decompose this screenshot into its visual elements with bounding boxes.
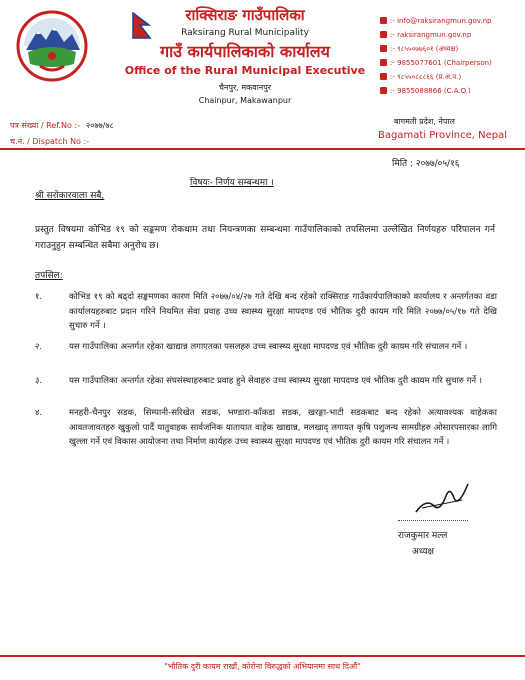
list-item [35,340,497,355]
municipality-name-nepali: राक्सिराङ गाउँपालिका [185,6,305,24]
list-item-text: यस गाउँपालिका अन्तर्गत रहेका संघसंस्थाहरुबाट प्रवाह हुने सेवाहरु उच्च स्वास्थ्य सुरक्षा मापदण्ड एवं भौतिक दुरी कायम गरि सुचारु गर्ने । [69,376,482,386]
letter-intro: प्रस्तुत विषयमा कोभिड १९ को सङ्कमण रोकथाम तथा नियन्त्रणका सम्बन्धमा गाउँपालिकाको तपसिलमा उल्लेखित निर्णयहरु परिपालन गर्न गराउनुहुन सम्बन्धित सबैमा अनुरोध छ। [35,225,495,251]
letter-date: मिति : २०७७/०५/१६ [392,159,460,169]
signatory-title: अध्यक्ष [412,547,434,557]
province-nepali: बागमती प्रदेश, नेपाल [394,117,455,126]
office-name-english: Office of the Rural Municipal Executive [124,64,366,77]
list-item-number: २. [35,342,43,352]
list-item-number: १. [35,292,43,302]
phone-icon [380,45,387,52]
office-name-nepali: गाउँ कार्यपालिकाको कार्यालय [160,42,330,61]
location-english: Chainpur, Makawanpur [198,96,292,105]
ref-number: पत्र संख्या / Ref.No :- २०७७/७८ [10,121,114,130]
dispatch-number: च.नं. / Dispatch No :- [10,137,90,146]
list-item-text: कोभिड १९ को बढ्दो सङ्कमणका कारण मिति २०७७/०४/२७ गते देखि बन्द रहेको राक्सिराङ गाउँकार्यपालिकाको कार्यालय र अन्तर्गतका वडा कार्यालयहरुबाट प्रदान गरिने नियमित सेवा प्रवाह उच्च स्वास्थ्य सुरक्षा मापदण्ड एवं भौतिक दुरी कायम गरि मिति २०७७/०५/१७ गते देखि सुचारु गर्ने । [69,292,497,331]
footer-slogan: "भौतिक दुरी कायम राखौं, कोरोना विरुद्धको अभियानमा साथ दिऔं" [164,662,361,671]
province-english: Bagamati Province, Nepal [378,130,508,141]
list-item-text: मनहरी-चैनपुर सडक, सिम्पानी-सरिखेत सडक, भण्डारा-काँकडा सडक, खरङ्गा-भाटी सडकबाट बन्द रहेको अत्यावश्यक वाहेकका आवतजावतहरु खुकुलो पार्दै यातुवाहक सार्वजनिक यातायात वाहेक खाद्यान्न, मलखाद् लगायत कृषि पशुजन्य सामग्रीहरु ओसारपसारका लागि खुल्ला गर्ने एवं विकास आयोजना तथा निर्माण कार्यहरु उच्च स्वास्थ्य सुरक्षा मापदण्ड एवं भौतिक दुरी कायम गरि संचालन गर्ने । [69,408,497,447]
signature-mark [412,478,472,518]
contact-cao-phone-np: :- ९८५५०८८८६६ (प्र.अ.प.) [380,72,461,82]
phone-icon [380,73,387,80]
signature-line [398,520,468,521]
contact-chair-phone-en: :- 9855077601 (Chairperson) [380,58,492,68]
contact-email: :- info@raksirangmun.gov.np [380,16,491,26]
nepal-emblem-icon [16,8,88,84]
letter-salutation: श्री सरोकारवाला सबै, [35,191,105,201]
details-heading: तपसिल: [35,271,63,281]
email-icon [380,17,387,24]
header-divider [0,148,525,150]
list-item [35,374,497,389]
list-item [35,406,497,450]
municipality-name-english: Raksirang Rural Municipality [181,28,309,38]
list-item-text: यस गाउँपालिका अन्तर्गत रहेका खाद्यान्न लगाएतका पसलहरु उच्च स्वास्थ्य सुरक्षा मापदण्ड एवं भौतिक दुरी कायम गरि संचालन गर्ने । [69,342,468,352]
signatory-name: राजकुमार मल्ल [398,531,448,541]
list-item-number: ३. [35,376,43,386]
phone-icon [380,87,387,94]
contact-cao-phone-en: :- 9855088866 (C.A.O.) [380,86,471,96]
globe-icon [380,31,387,38]
contact-chair-phone-np: :- ९८५५०७७६०१ (अध्यक्ष) [380,44,458,54]
letter-subject: विषयः- निर्णय सम्बन्धमा । [190,178,274,188]
location-nepali: चैनपुर, मकवानपुर [218,83,272,92]
footer-divider [0,655,525,657]
phone-icon [380,59,387,66]
contact-website: :- raksirangmun.gov.np [380,30,471,40]
list-item-number: ४. [35,408,43,418]
list-item [35,290,497,334]
